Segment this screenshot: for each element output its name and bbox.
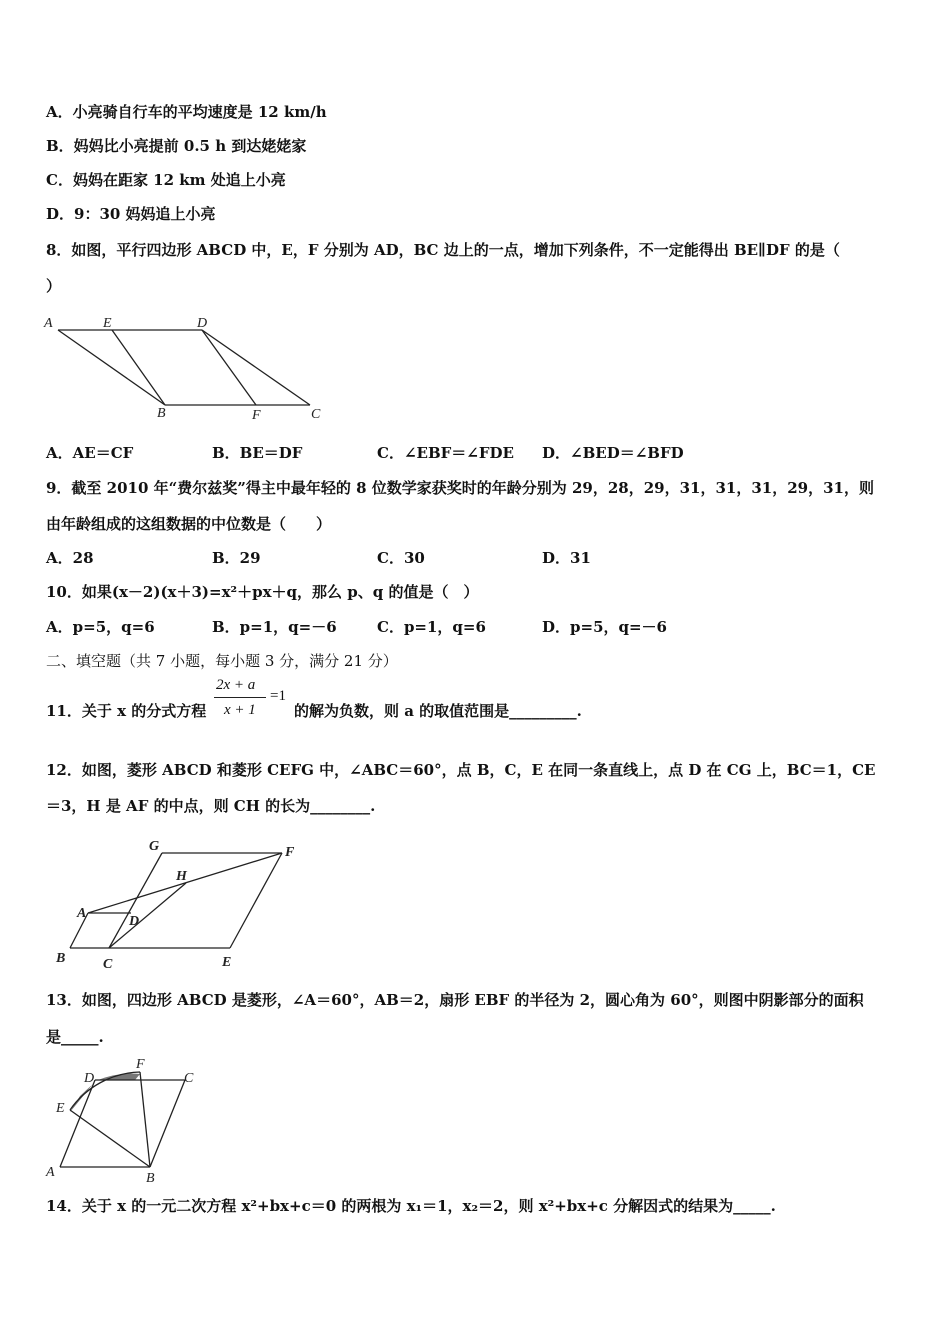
q12-rhombus-figure bbox=[50, 835, 310, 975]
q8-stem: 8．如图，平行四边形 ABCD 中，E，F 分别为 AD，BC 边上的一点，增加下列条件，不一定能得出 BE∥DF 的是（ bbox=[46, 241, 840, 259]
q13-label-f: F bbox=[136, 1057, 145, 1072]
q12-stem-2: ＝3，H 是 AF 的中点，则 CH 的长为________. bbox=[46, 797, 376, 815]
q13-label-b: B bbox=[146, 1171, 155, 1186]
q8-option-d: D．∠BED＝∠BFD bbox=[542, 444, 684, 462]
q10-option-a: A．p=5，q=6 bbox=[46, 618, 155, 636]
q13-label-d: D bbox=[84, 1071, 95, 1086]
q12-label-d: D bbox=[129, 914, 140, 929]
q8-label-b: B bbox=[157, 406, 166, 421]
q11-numerator: 2x + a bbox=[216, 677, 256, 693]
q7-option-a: A．小亮骑自行车的平均速度是 12 km/h bbox=[46, 103, 327, 121]
q9-option-b: B．29 bbox=[212, 549, 261, 567]
q8-stem-close: ） bbox=[46, 277, 62, 295]
q12-label-h: H bbox=[176, 869, 187, 884]
section-heading: 二、填空题（共 7 小题，每小题 3 分，满分 21 分） bbox=[46, 652, 398, 670]
q8-option-a: A．AE＝CF bbox=[46, 444, 134, 462]
q11-suffix: 的解为负数，则 a 的取值范围是_________. bbox=[294, 702, 582, 720]
q11-prefix: 11．关于 x 的分式方程 bbox=[46, 702, 207, 720]
q12-stem: 12．如图，菱形 ABCD 和菱形 CEFG 中，∠ABC＝60°，点 B，C，E 在同一条直线上，点 D 在 CG 上，BC＝1，CE bbox=[46, 761, 876, 779]
q9-stem-2: 由年龄组成的这组数据的中位数是（ ） bbox=[46, 515, 332, 533]
q13-label-c: C bbox=[184, 1071, 194, 1086]
q8-parallelogram-figure bbox=[40, 312, 330, 424]
q8-label-f: F bbox=[252, 408, 261, 423]
q13-stem-2: 是_____. bbox=[46, 1028, 104, 1046]
q12-label-f: F bbox=[285, 845, 295, 860]
q8-option-c: C．∠EBF＝∠FDE bbox=[377, 444, 514, 462]
q9-option-d: D．31 bbox=[542, 549, 591, 567]
q9-option-c: C．30 bbox=[377, 549, 425, 567]
q12-label-g: G bbox=[149, 839, 160, 854]
q14-stem: 14．关于 x 的一元二次方程 x²+bx+c＝0 的两根为 x₁＝1，x₂＝2，则 x²+bx+c 分解因式的结果为_____. bbox=[46, 1197, 776, 1215]
q12-label-c: C bbox=[103, 957, 113, 972]
q13-label-a: A bbox=[46, 1165, 55, 1180]
q10-option-d: D．p=5，q=－6 bbox=[542, 618, 667, 636]
q13-rhombus-sector-figure bbox=[40, 1052, 220, 1186]
q8-label-d: D bbox=[197, 316, 208, 331]
q12-label-a: A bbox=[77, 906, 87, 921]
q7-option-d: D．9：30 妈妈追上小亮 bbox=[46, 205, 216, 223]
q12-label-e: E bbox=[222, 955, 232, 970]
q13-stem: 13．如图，四边形 ABCD 是菱形，∠A＝60°，AB＝2，扇形 EBF 的半径为 2，圆心角为 60°，则图中阴影部分的面积 bbox=[46, 991, 864, 1009]
q10-option-b: B．p=1，q=－6 bbox=[212, 618, 337, 636]
q9-stem: 9．截至 2010 年“费尔兹奖”得主中最年轻的 8 位数学家获奖时的年龄分别为 29，28，29，31，31，31，29，31，则 bbox=[46, 479, 874, 497]
q13-label-e: E bbox=[56, 1101, 65, 1116]
q11-fraction-bar bbox=[214, 697, 266, 698]
q9-option-a: A．28 bbox=[46, 549, 94, 567]
q10-stem: 10．如果(x－2)(x＋3)=x²＋px＋q，那么 p、q 的值是（ ） bbox=[46, 583, 479, 601]
q8-option-b: B．BE＝DF bbox=[212, 444, 303, 462]
q8-label-e: E bbox=[103, 316, 112, 331]
q8-label-a: A bbox=[44, 316, 53, 331]
q7-option-c: C．妈妈在距家 12 km 处追上小亮 bbox=[46, 171, 286, 189]
q10-option-c: C．p=1，q=6 bbox=[377, 618, 486, 636]
q11-equals: =1 bbox=[270, 688, 286, 704]
q12-label-b: B bbox=[56, 951, 66, 966]
q7-option-b: B．妈妈比小亮提前 0.5 h 到达姥姥家 bbox=[46, 137, 307, 155]
q11-denominator: x + 1 bbox=[224, 702, 256, 718]
q8-label-c: C bbox=[311, 407, 321, 422]
